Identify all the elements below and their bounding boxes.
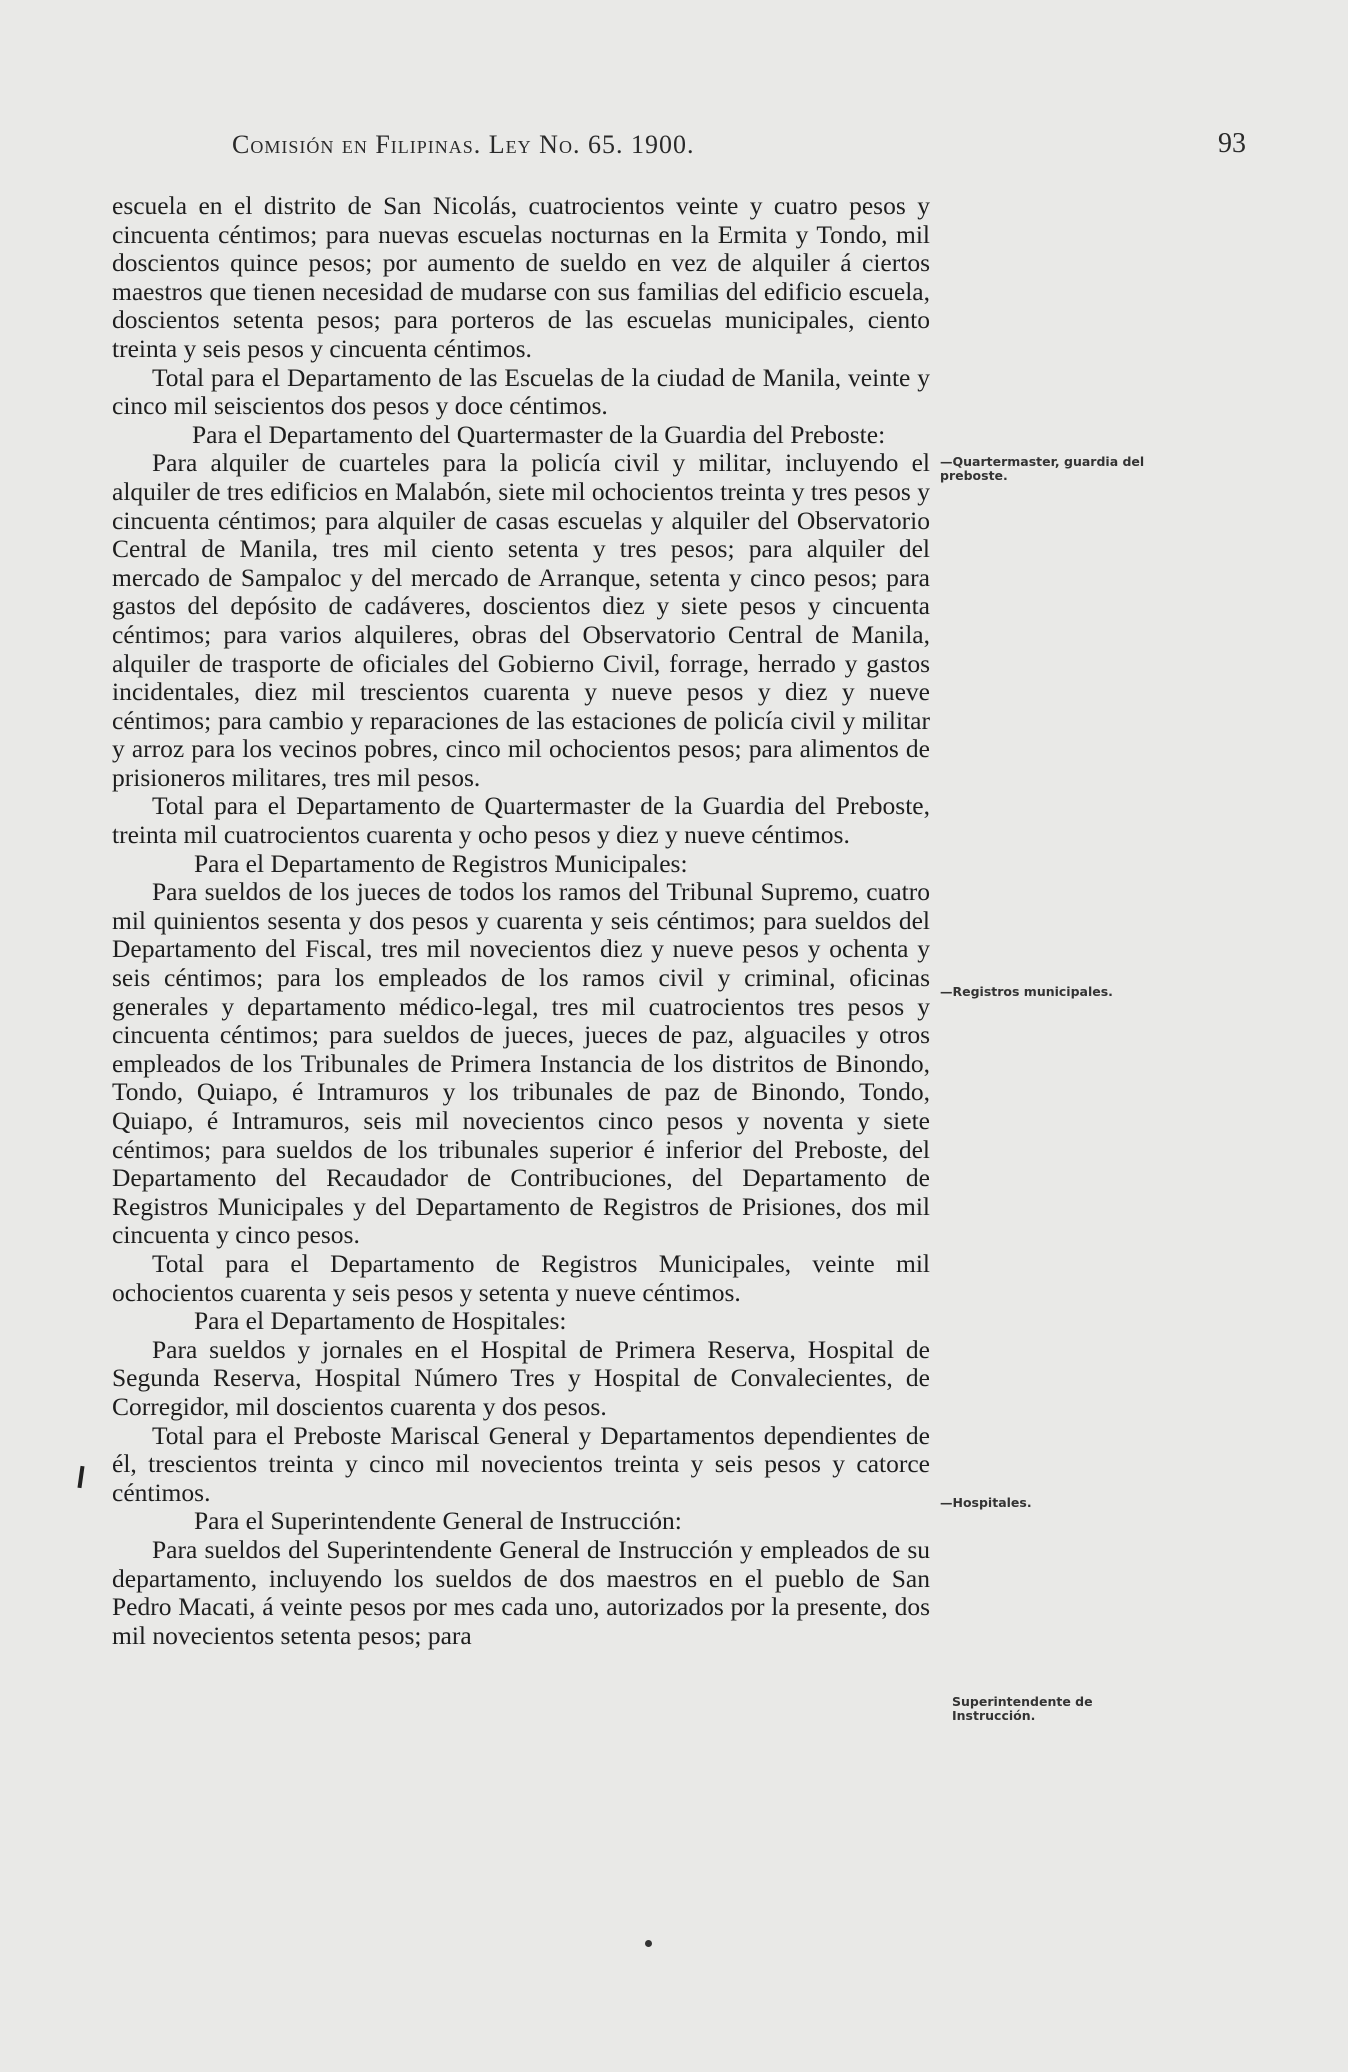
page-number: 93 [1218, 128, 1246, 159]
paragraph: Para sueldos del Superintendente General de Instrucción y empleados de su departamento, incluyendo los sueldos de dos maestros en el pueblo de San Pedro Macati, á veinte pesos por mes cada uno, autorizados por la presente, dos mil novecientos setenta pesos; para [112, 1534, 930, 1650]
margin-note-registros: —Registros municipales. [940, 984, 1113, 999]
section-heading: Para el Departamento del Quartermaster de la Guardia del Preboste: [192, 419, 886, 449]
paragraph: Para alquiler de cuarteles para la policía civil y militar, incluyendo el alquiler de tres edificios en Malabón, siete mil ochocientos treinta y tres pesos y cincuenta céntimos; para alquiler de casas escuelas y alquiler del Observatorio Central de Manila, tres mil ciento setenta y tres pesos; para alquiler del mercado de Sampaloc y del mercado de Arranque, setenta y cinco pesos; para gastos del depósito de cadáveres, doscientos diez y siete pesos y cincuenta céntimos; para varios alquileres, obras del Observatorio Central de Manila, alquiler de trasporte de oficiales del Gobierno Civil, forrage, herrado y gastos incidentales, diez mil trescientos cuarenta y nueve pesos y diez y nueve céntimos; para cambio y reparaciones de las estaciones de policía civil y militar y arroz para los vecinos pobres, cinco mil ochocientos pesos; para alimentos de prisioneros militares, tres mil pesos. [112, 448, 930, 792]
paragraph: Total para el Preboste Mariscal General y Departamentos dependientes de él, trescientos treinta y cinco mil novecientos treinta y seis pesos y catorce céntimos. [112, 1420, 930, 1507]
body-text [112, 192, 930, 1650]
margin-mark [77, 1466, 84, 1488]
ink-dot [645, 1940, 652, 1947]
paragraph: Para sueldos y jornales en el Hospital de Primera Reserva, Hospital de Segunda Reserva, Hospital Número Tres y Hospital de Convalecientes, de Corregidor, mil doscientos cuarenta y dos pesos. [112, 1334, 930, 1421]
section-heading: Para el Superintendente General de Instrucción: [194, 1506, 682, 1536]
section-heading: Para el Departamento de Hospitales: [194, 1306, 567, 1336]
margin-note-hospitales: —Hospitales. [940, 1495, 1032, 1510]
paragraph: escuela en el distrito de San Nicolás, cuatrocientos veinte y cuatro pesos y cincuenta céntimos; para nuevas escuelas nocturnas en la Ermita y Tondo, mil doscientos quince pesos; por aumento de sueldo en vez de alquiler á ciertos maestros que tienen necesidad de mudarse con sus familias del edificio escuela, doscientos setenta pesos; para porteros de las escuelas municipales, ciento treinta y seis pesos y cincuenta céntimos. [112, 191, 930, 363]
paragraph: Total para el Departamento de Quartermaster de la Guardia del Preboste, treinta mil cuatrocientos cuarenta y ocho pesos y diez y nueve céntimos. [112, 791, 930, 850]
running-title: Comisión en Filipinas. Ley No. 65. 1900. [232, 130, 695, 159]
margin-note-instruccion: Superintendente de Instrucción. [952, 1694, 1093, 1723]
paragraph: Para sueldos de los jueces de todos los ramos del Tribunal Supremo, cuatro mil quinientos sesenta y dos pesos y cuarenta y seis céntimos; para sueldos del Departamento del Fiscal, tres mil novecientos diez y nueve pesos y ochenta y seis céntimos; para los empleados de los ramos civil y criminal, oficinas generales y departamento médico-legal, tres mil cuatrocientos tres pesos y cincuenta céntimos; para sueldos de jueces, jueces de paz, alguaciles y otros empleados de los Tribunales de Primera Instancia de los distritos de Binondo, Tondo, Quiapo, é Intramuros y los tribunales de paz de Binondo, Tondo, Quiapo, é Intramuros, seis mil novecientos cinco pesos y noventa y siete céntimos; para sueldos de los tribunales superior é inferior del Preboste, del Departamento del Recaudador de Contribuciones, del Departamento de Registros Municipales y del Departamento de Registros de Prisiones, dos mil cincuenta y cinco pesos. [112, 877, 930, 1250]
section-heading: Para el Departamento de Registros Municipales: [194, 848, 688, 878]
paragraph: Total para el Departamento de Registros Municipales, veinte mil ochocientos cuarenta y seis pesos y setenta y nueve céntimos. [112, 1248, 930, 1307]
margin-note-quartermaster: —Quartermaster, guardia del preboste. [940, 454, 1145, 483]
paragraph: Total para el Departamento de las Escuelas de la ciudad de Manila, veinte y cinco mil seiscientos dos pesos y doce céntimos. [112, 362, 930, 421]
